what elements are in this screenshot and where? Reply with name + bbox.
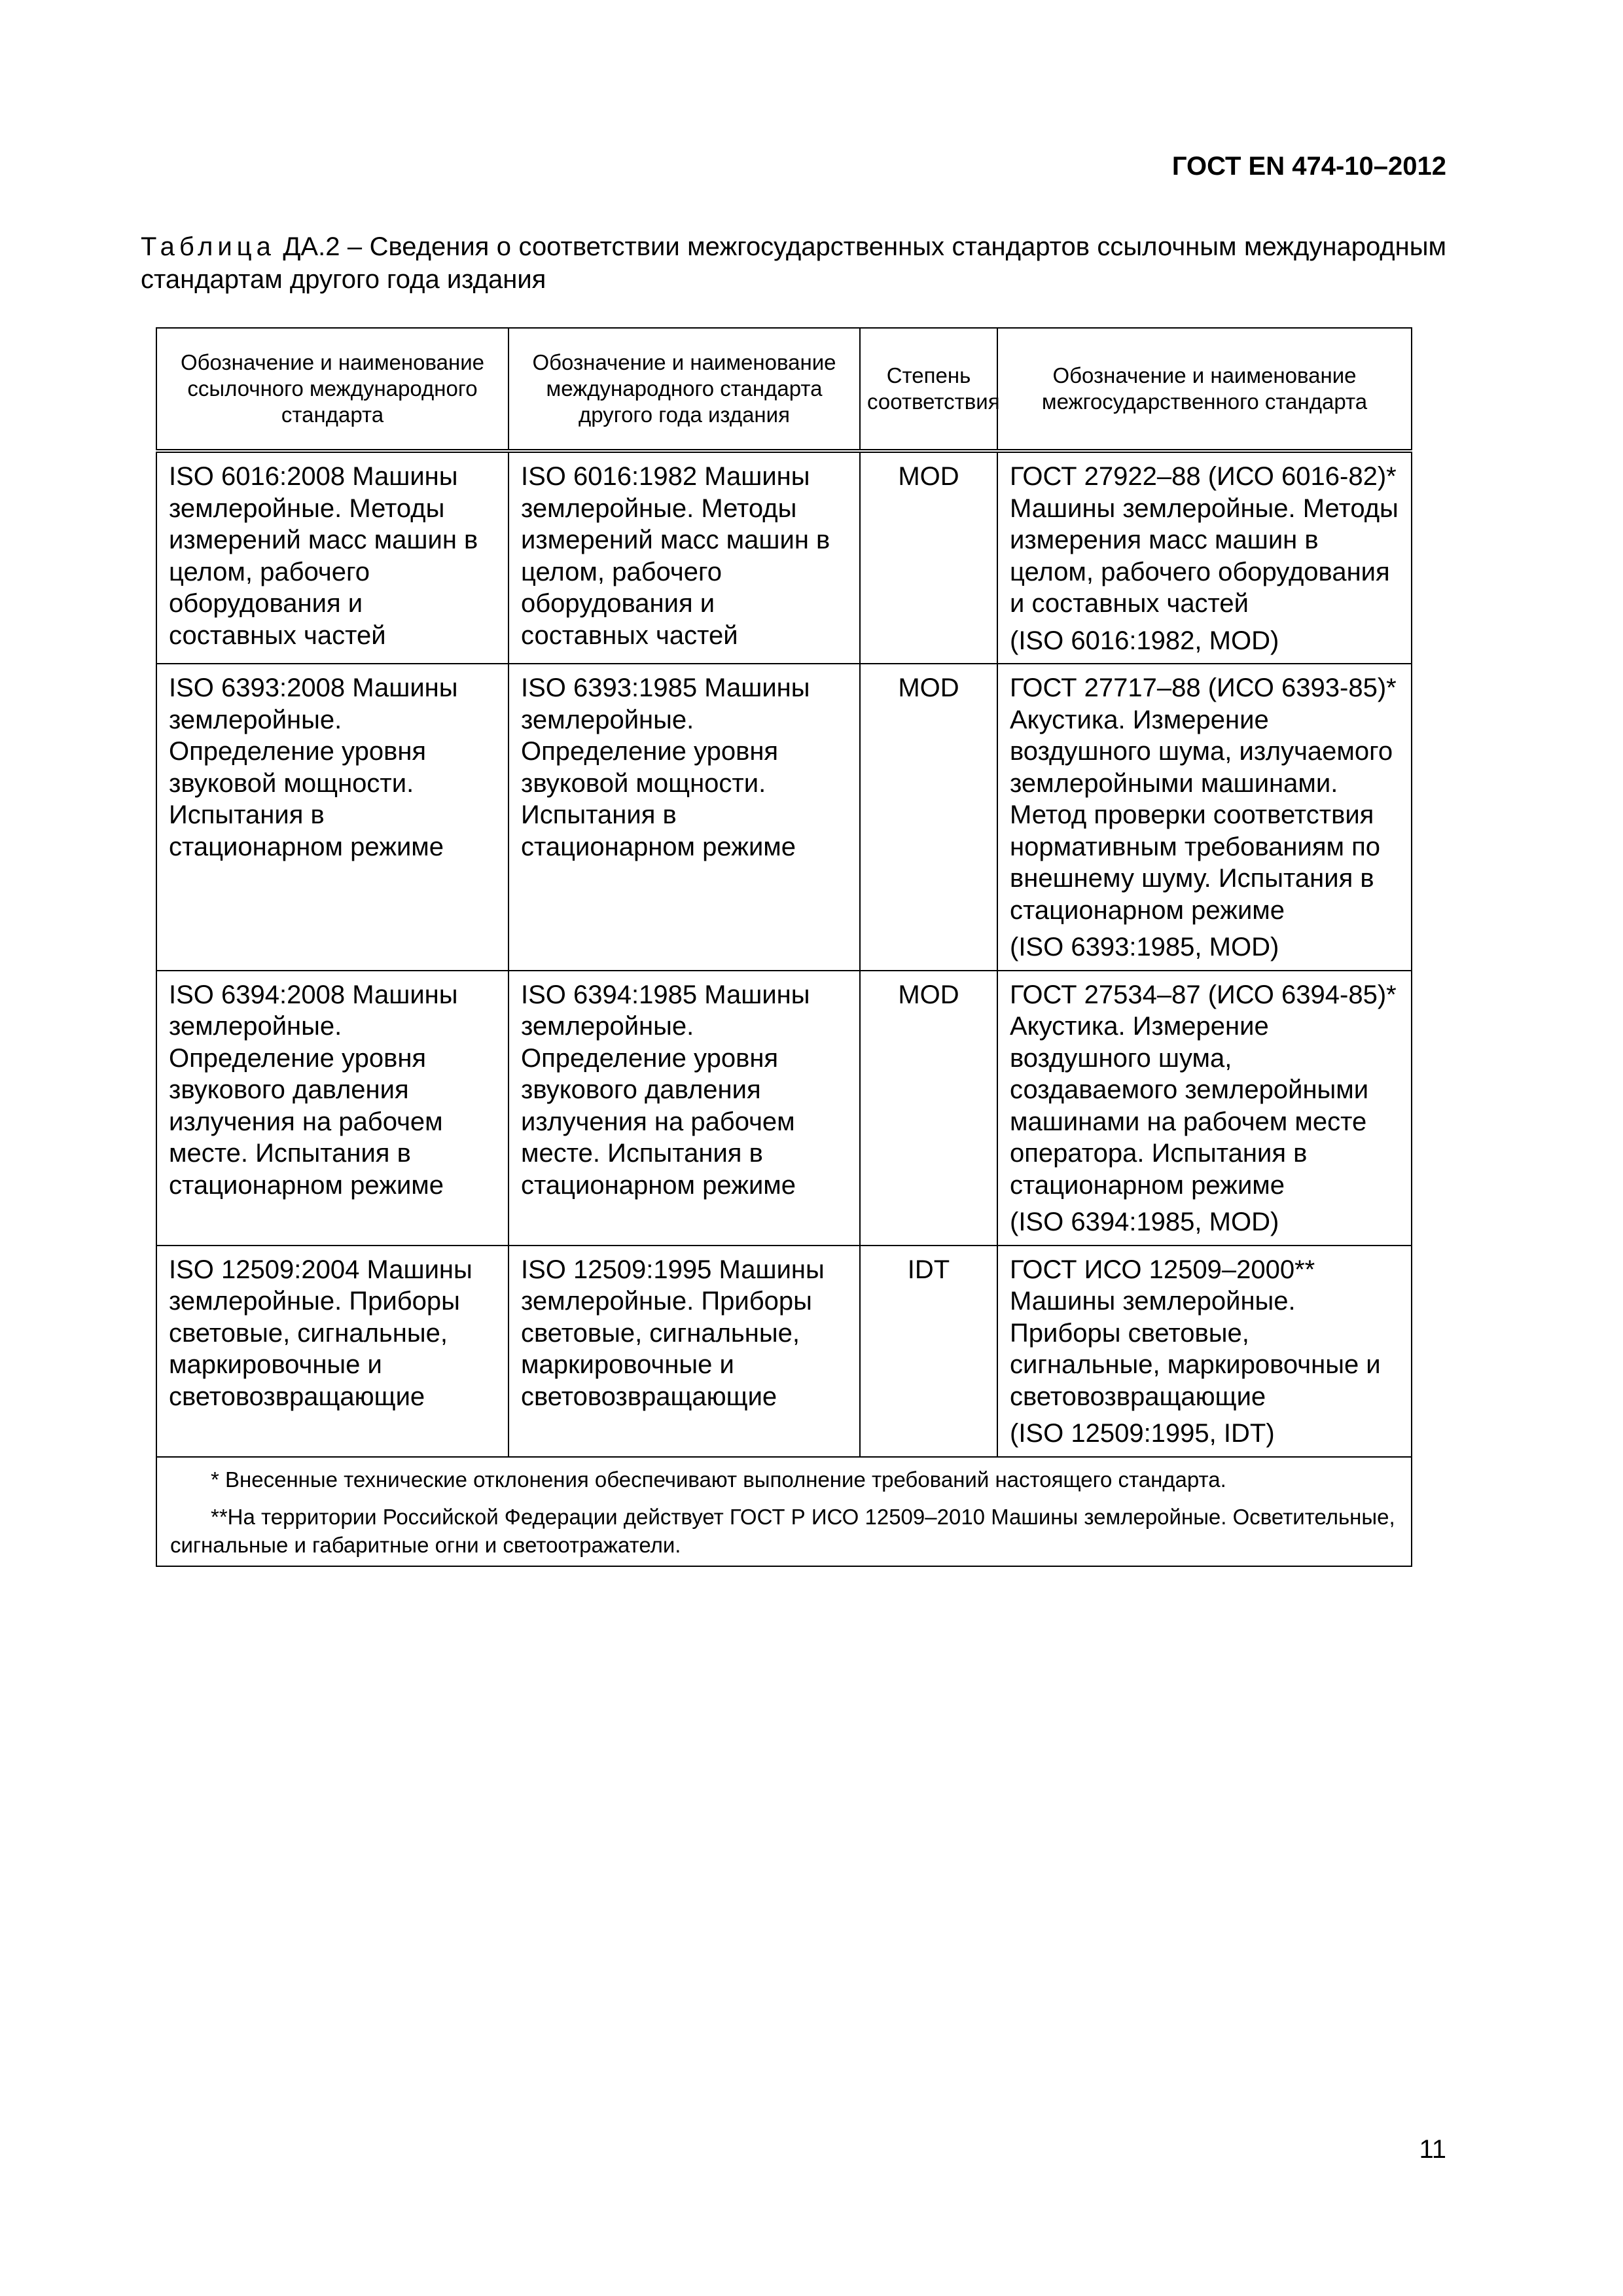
cell-reference-standard: ISO 6016:2008 Машины землеройные. Методы измерений масс машин в целом, рабочего оборудования и составных частей — [156, 451, 508, 664]
interstate-standard-title: ГОСТ ИСО 12509–2000** Машины землеройные. Приборы световые, сигнальные, маркировочные и световозвращающие — [1010, 1255, 1381, 1411]
column-header-interstate-standard: Обозначение и наименование межгосударственного стандарта — [997, 328, 1412, 451]
table-row — [156, 451, 1412, 664]
cell-degree: MOD — [860, 971, 997, 1246]
table-row — [156, 1246, 1412, 1457]
interstate-standard-reference: (ISO 6016:1982, MOD) — [1010, 626, 1279, 655]
cell-reference-standard: ISO 6393:2008 Машины землеройные. Определение уровня звуковой мощности. Испытания в стационарном режиме — [156, 664, 508, 971]
table-caption-title: ДА.2 – Сведения о соответствии межгосударственных стандартов ссылочным международным стандартам другого года издания — [141, 232, 1446, 294]
cell-degree: MOD — [860, 451, 997, 664]
interstate-standard-title: ГОСТ 27922–88 (ИСО 6016-82)* Машины землеройные. Методы измерения масс машин в целом, рабочего оборудования и составных частей — [1010, 462, 1399, 618]
interstate-standard-title: ГОСТ 27717–88 (ИСО 6393-85)* Акустика. Измерение воздушного шума, излучаемого землеройными машинами. Метод проверки соответствия нормативным требованиям по внешнему шуму. Испытания в стационарном режиме — [1010, 673, 1397, 925]
cell-interstate-standard — [997, 451, 1412, 664]
interstate-standard-reference: (ISO 12509:1995, IDT) — [1010, 1419, 1275, 1448]
cell-interstate-standard — [997, 971, 1412, 1246]
cell-international-standard: ISO 6016:1982 Машины землеройные. Методы измерений масс машин в целом, рабочего оборудования и составных частей — [508, 451, 860, 664]
table-caption-text — [141, 230, 1446, 296]
cell-interstate-standard — [997, 1246, 1412, 1457]
cell-international-standard: ISO 12509:1995 Машины землеройные. Приборы световые, сигнальные, маркировочные и световозвращающие — [508, 1246, 860, 1457]
cell-interstate-standard — [997, 664, 1412, 971]
table-caption — [141, 230, 1446, 296]
table-header-row — [156, 328, 1412, 451]
page-number: 11 — [1419, 2135, 1446, 2164]
cell-reference-standard: ISO 6394:2008 Машины землеройные. Определение уровня звукового давления излучения на рабочем месте. Испытания в стационарном режиме — [156, 971, 508, 1246]
table-row — [156, 971, 1412, 1246]
interstate-standard-reference: (ISO 6394:1985, MOD) — [1010, 1208, 1279, 1236]
table-caption-label: Таблица — [141, 232, 276, 261]
cell-degree: MOD — [860, 664, 997, 971]
cell-reference-standard: ISO 12509:2004 Машины землеройные. Приборы световые, сигнальные, маркировочные и световозвращающие — [156, 1246, 508, 1457]
column-header-international-standard: Обозначение и наименование международного стандарта другого года издания — [508, 328, 860, 451]
interstate-standard-title: ГОСТ 27534–87 (ИСО 6394-85)* Акустика. Измерение воздушного шума, создаваемого землеройными машинами на рабочем месте оператора. Испытания в стационарном режиме — [1010, 980, 1397, 1200]
interstate-standard-reference: (ISO 6393:1985, MOD) — [1010, 933, 1279, 961]
table-row — [156, 664, 1412, 971]
table-note: **На территории Российской Федерации действует ГОСТ Р ИСО 12509–2010 Машины землеройные. Осветительные, сигнальные и габаритные огни и светоотражатели. — [170, 1504, 1395, 1557]
document-code: ГОСТ EN 474-10–2012 — [1171, 152, 1446, 181]
table-note: * Внесенные технические отклонения обеспечивают выполнение требований настоящего стандарта. — [211, 1467, 1226, 1492]
cell-degree: IDT — [860, 1246, 997, 1457]
table-notes-row — [156, 1457, 1412, 1566]
standards-correspondence-table — [156, 327, 1412, 1567]
table-notes — [156, 1457, 1412, 1566]
column-header-reference-standard: Обозначение и наименование ссылочного международного стандарта — [156, 328, 508, 451]
column-header-degree: Степень соответствия — [860, 328, 997, 451]
cell-international-standard: ISO 6393:1985 Машины землеройные. Определение уровня звуковой мощности. Испытания в стационарном режиме — [508, 664, 860, 971]
cell-international-standard: ISO 6394:1985 Машины землеройные. Определение уровня звукового давления излучения на рабочем месте. Испытания в стационарном режиме — [508, 971, 860, 1246]
